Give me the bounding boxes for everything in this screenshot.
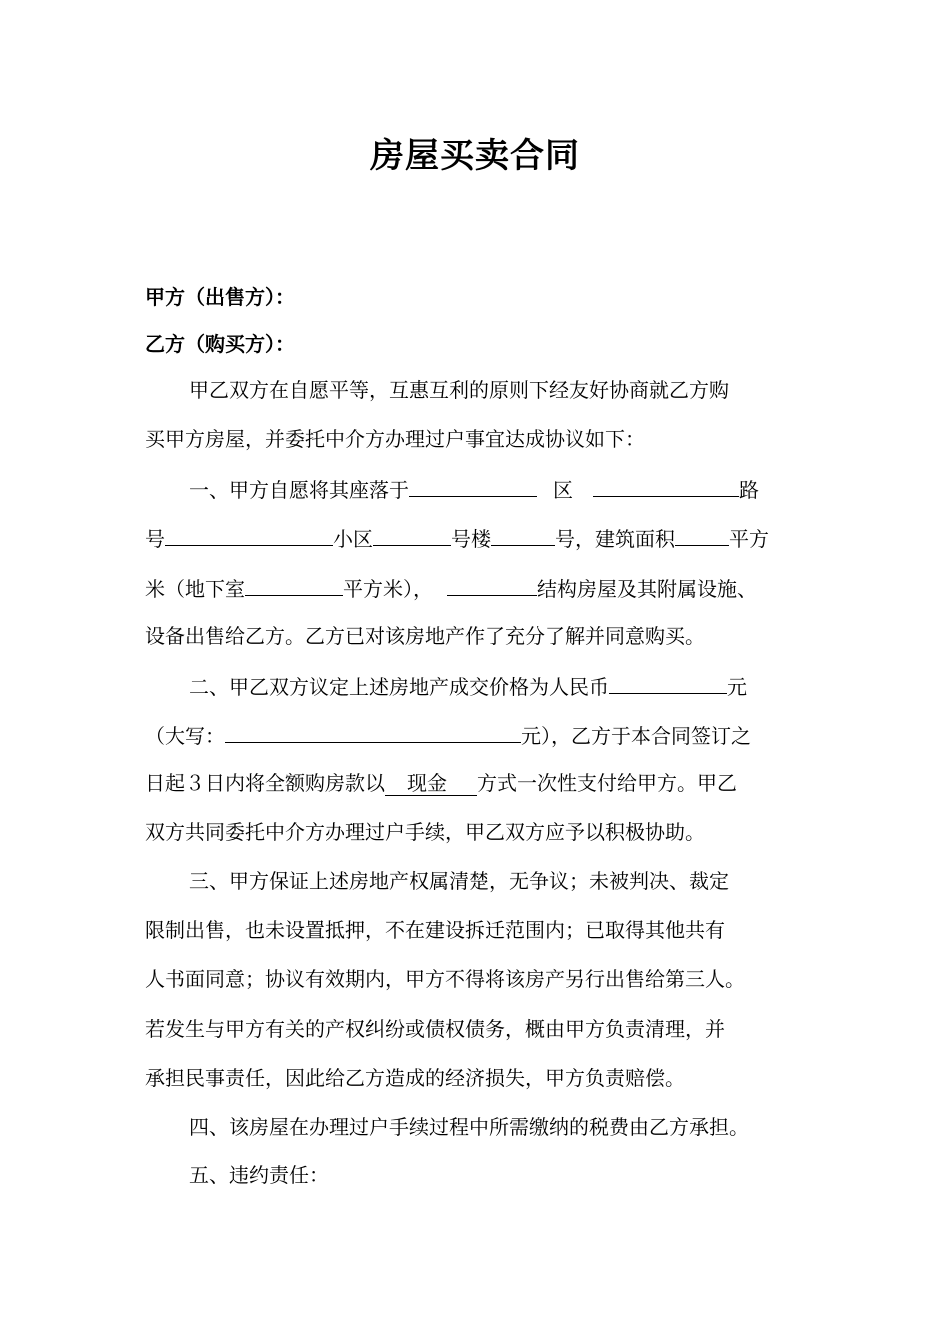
address-number-blank[interactable] [165, 523, 333, 546]
intro-line-2: 买甲方房屋，并委托中介方办理过户事宜达成协议如下： [145, 427, 645, 451]
intro-line-1: 甲乙双方在自愿平等，互惠互利的原则下经友好协商就乙方购 [189, 378, 729, 402]
clause-1-text-d: 号 [145, 527, 165, 551]
clause-2-line-2 [145, 720, 815, 750]
structure-blank[interactable] [447, 573, 537, 596]
clause-3-line-5: 承担民事责任，因此给乙方造成的经济损失，甲方负责赔偿。 [145, 1066, 685, 1090]
clause-2-text-f: 方式一次性支付给甲方。甲乙 [477, 771, 737, 795]
complex-blank[interactable] [373, 523, 451, 546]
page-title: 房屋买卖合同 [370, 136, 580, 176]
clause-2-line-4: 双方共同委托中介方办理过户手续，甲乙双方应予以积极协助。 [145, 820, 705, 844]
clause-1-text-b: 区 [553, 478, 573, 502]
clause-1-text-h: 平方 [729, 527, 769, 551]
clause-3-line-1: 三、甲方保证上述房地产权属清楚，无争议；未被判决、裁定 [189, 869, 729, 893]
clause-2-line-1 [189, 671, 859, 701]
clause-2-text-c: （大写： [145, 724, 225, 748]
clause-1-text-c: 路 [739, 478, 759, 502]
clause-4-line: 四、该房屋在办理过户手续过程中所需缴纳的税费由乙方承担。 [189, 1115, 749, 1139]
clause-3-line-2: 限制出售，也未设置抵押，不在建设拆迁范围内；已取得其他共有 [145, 918, 725, 942]
area-blank[interactable] [675, 523, 729, 546]
clause-2-text-b: 元 [727, 675, 747, 699]
clause-2-text-a: 二、甲乙双方议定上述房地产成交价格为人民币 [189, 675, 609, 699]
party-b-label: 乙方（购买方）： [145, 332, 295, 356]
clause-2-text-d: 元），乙方于本合同签订之 [521, 724, 751, 748]
price-blank[interactable] [609, 671, 727, 694]
clause-1-text-j: 平方米）， [343, 577, 433, 601]
basement-area-blank[interactable] [245, 573, 343, 596]
clause-1-text-i: 米（地下室 [145, 577, 245, 601]
clause-1-text-g: 号，建筑面积 [555, 527, 675, 551]
clause-1-line-3 [145, 573, 815, 603]
clause-3-line-3: 人书面同意；协议有效期内，甲方不得将该房产另行出售给第三人。 [145, 967, 745, 991]
clause-5-heading: 五、违约责任： [189, 1163, 329, 1187]
road-blank[interactable] [593, 474, 739, 497]
clause-1-line-2 [145, 523, 815, 553]
clause-1-line-4: 设备出售给乙方。乙方已对该房地产作了充分了解并同意购买。 [145, 624, 705, 648]
clause-2-line-3 [145, 769, 815, 797]
building-blank[interactable] [491, 523, 555, 546]
payment-method-value[interactable]: 现金 [385, 771, 477, 796]
clause-3-line-4: 若发生与甲方有关的产权纠纷或债权债务，概由甲方负责清理，并 [145, 1017, 725, 1041]
clause-1-text-e: 小区 [333, 527, 373, 551]
clause-1-text-f: 号楼 [451, 527, 491, 551]
district-blank[interactable] [409, 474, 537, 497]
clause-1-text-a: 一、甲方自愿将其座落于 [189, 478, 409, 502]
clause-2-text-e: 日起３日内将全额购房款以 [145, 771, 385, 795]
party-a-label: 甲方（出售方）： [145, 285, 295, 309]
price-in-words-blank[interactable] [225, 720, 521, 743]
clause-1-text-k: 结构房屋及其附属设施、 [537, 577, 757, 601]
clause-1-line-1 [189, 474, 859, 504]
